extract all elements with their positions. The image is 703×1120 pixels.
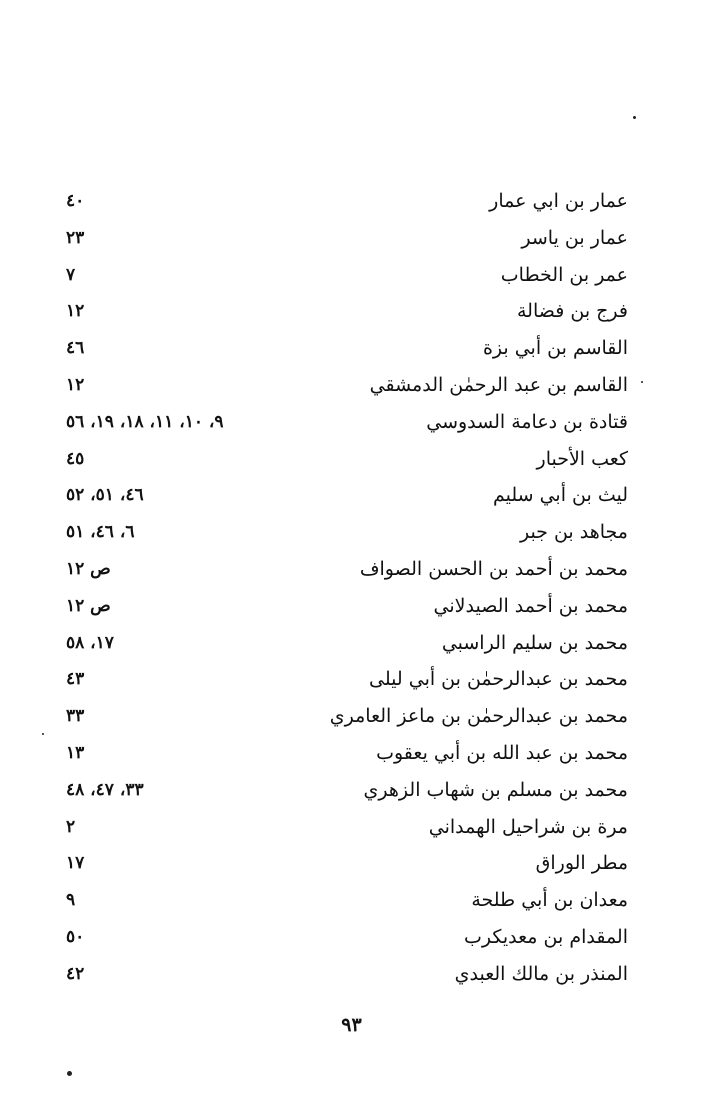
- entry-name: قتادة بن دعامة السدوسي: [426, 410, 628, 433]
- entry-pages: ٢: [66, 816, 76, 837]
- index-entry: [66, 738, 628, 775]
- index-entry: [66, 959, 628, 996]
- entry-name: القاسم بن عبد الرحمٰن الدمشقي: [369, 373, 628, 396]
- entry-name: محمد بن عبدالرحمٰن بن أبي ليلى: [369, 668, 628, 691]
- index-entry: [66, 444, 628, 481]
- entry-pages: ١٢: [66, 374, 85, 395]
- index-entry: [66, 407, 628, 444]
- scan-speck: [67, 1071, 72, 1076]
- entry-pages: ٤٢: [66, 963, 85, 984]
- index-entry: [66, 223, 628, 260]
- scan-speck: [42, 733, 44, 735]
- index-entry: [66, 628, 628, 665]
- entry-pages: ٤٦: [66, 338, 85, 359]
- entry-name: مجاهد بن جبر: [519, 521, 628, 544]
- entry-pages: ٣٣: [66, 706, 85, 727]
- entry-pages: ٤٥: [66, 448, 85, 469]
- index-entry: [66, 554, 628, 591]
- index-entry: [66, 664, 628, 701]
- entry-pages: ٢٣: [66, 227, 85, 248]
- index-entry: [66, 922, 628, 959]
- entry-name: مرة بن شراحيل الهمداني: [428, 815, 628, 838]
- index-entry: [66, 885, 628, 922]
- entry-pages: ٥٠: [66, 926, 85, 947]
- entry-name: معدان بن أبي طلحة: [471, 889, 628, 912]
- entry-name: محمد بن أحمد بن الحسن الصواف: [359, 557, 628, 580]
- entry-name: القاسم بن أبي بزة: [482, 337, 628, 360]
- index-list: [66, 186, 628, 996]
- entry-name: مطر الوراق: [535, 852, 628, 875]
- index-entry: [66, 775, 628, 812]
- scan-speck: [641, 381, 643, 383]
- entry-pages: ٩: [66, 890, 76, 911]
- entry-name: محمد بن سليم الراسبي: [441, 631, 628, 654]
- index-entry: [66, 186, 628, 223]
- entry-name: محمد بن أحمد الصيدلاني: [433, 594, 628, 617]
- entry-name: كعب الأحبار: [536, 447, 628, 470]
- entry-pages: ٤٠: [66, 191, 85, 211]
- index-entry: [66, 812, 628, 849]
- index-entry: [66, 333, 628, 370]
- scan-speck: [633, 116, 636, 119]
- entry-name: المنذر بن مالك العبدي: [454, 962, 628, 985]
- entry-pages: ص ١٢: [66, 558, 111, 579]
- index-entry: [66, 260, 628, 297]
- entry-name: عمار بن ابي عمار: [489, 190, 628, 212]
- page-number: ٩٣: [341, 1014, 362, 1036]
- entry-pages: ٧: [66, 264, 76, 285]
- entry-pages: ٦، ٤٦، ٥١: [66, 522, 135, 543]
- entry-name: عمر بن الخطاب: [500, 263, 628, 286]
- index-entry: [66, 480, 628, 517]
- entry-pages: ٣٣، ٤٧، ٤٨: [66, 779, 144, 800]
- index-entry: [66, 296, 628, 333]
- entry-pages: ١٣: [66, 742, 85, 763]
- entry-pages: ص ١٢: [66, 595, 111, 616]
- index-entry: [66, 517, 628, 554]
- entry-pages: ١٧، ٥٨: [66, 632, 114, 653]
- entry-name: عمار بن ياسر: [521, 226, 628, 249]
- entry-pages: ٩، ١٠، ١١، ١٨، ١٩، ٥٦: [66, 411, 224, 432]
- entry-name: محمد بن عبدالرحمٰن بن ماعز العامري: [329, 705, 628, 728]
- entry-name: محمد بن عبد الله بن أبي يعقوب: [376, 741, 628, 764]
- index-entry: [66, 701, 628, 738]
- entry-name: فرج بن فضالة: [517, 300, 628, 323]
- entry-pages: ١٢: [66, 301, 85, 322]
- entry-pages: ١٧: [66, 853, 85, 874]
- entry-pages: ٤٣: [66, 669, 85, 690]
- entry-name: محمد بن مسلم بن شهاب الزهري: [363, 778, 628, 801]
- entry-name: المقدام بن معديكرب: [464, 925, 628, 948]
- entry-name: ليث بن أبي سليم: [492, 484, 628, 507]
- index-entry: [66, 848, 628, 885]
- index-entry: [66, 591, 628, 628]
- entry-pages: ٤٦، ٥١، ٥٢: [66, 485, 144, 506]
- index-entry: [66, 370, 628, 407]
